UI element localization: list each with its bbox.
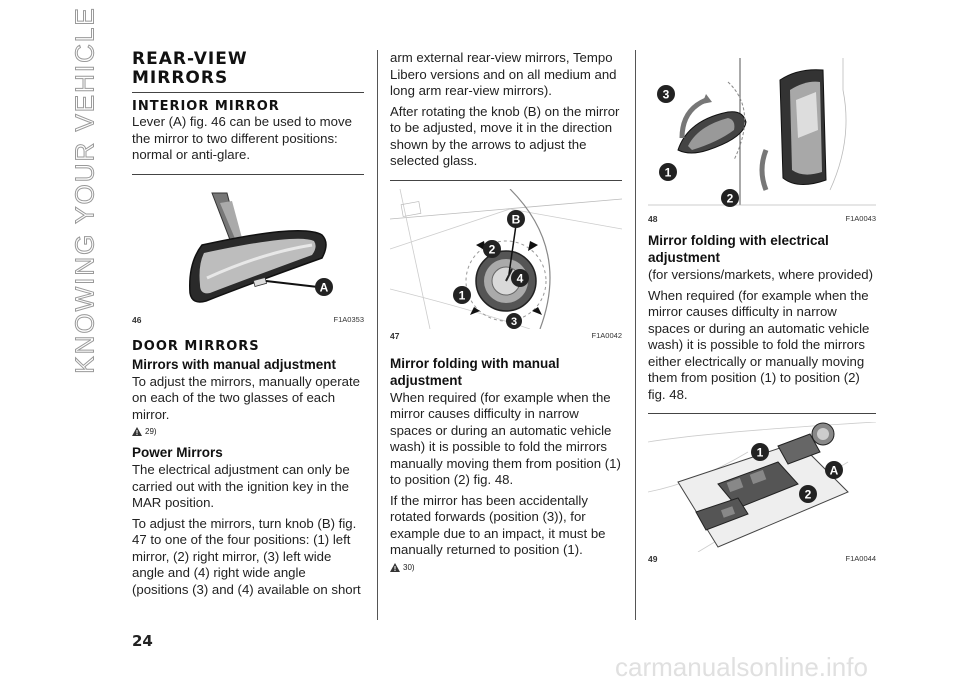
folding-mirror-illustration bbox=[648, 50, 876, 212]
door-mirrors-heading: DOOR MIRRORS bbox=[132, 338, 260, 354]
fig49-label-a: A bbox=[829, 463, 839, 478]
column-divider bbox=[377, 50, 378, 620]
fig48-code: F1A0043 bbox=[845, 214, 876, 223]
interior-mirror-illustration bbox=[132, 183, 364, 313]
electrical-folding-text: When required (for example when the mirror causes difficulty in narrow spaces or during an automatic vehicle wash) it is possible to fold the mirrors either electrically or manually moving them from position (1) to position (2) fig. 48. bbox=[648, 287, 870, 402]
column-3 bbox=[648, 50, 876, 564]
electrical-folding-versions: (for versions/markets, where provided) bbox=[648, 267, 873, 282]
figure-48 bbox=[648, 50, 876, 224]
manual-folding-text-1: When required (for example when the mirror causes difficulty in narrow spaces or during an automatic vehicle wash) it is possible to fold the mirrors manually moving them from position (1) to position (2) fig. 48. bbox=[390, 389, 621, 487]
manual-adjustment-heading: Mirrors with manual adjustment bbox=[132, 356, 337, 372]
title-rule bbox=[132, 92, 364, 93]
watermark: carmanualsonline.info bbox=[615, 652, 868, 682]
fig49-code: F1A0044 bbox=[845, 554, 876, 563]
power-mirrors-heading: Power Mirrors bbox=[132, 445, 223, 460]
fig49-label-2: 2 bbox=[804, 487, 812, 502]
switch-panel-illustration bbox=[648, 422, 876, 552]
fig48-label-2: 2 bbox=[726, 191, 734, 206]
fig47-label-3: 3 bbox=[510, 315, 518, 328]
page-number: 24 bbox=[132, 632, 153, 650]
manual-adjustment-text: To adjust the mirrors, manually operate on each of the two glasses of each mirror. bbox=[132, 373, 360, 422]
fig48-label-1: 1 bbox=[664, 165, 672, 180]
knob-adjust-text: After rotating the knob (B) on the mirror to be adjusted, move it in the direction shown by the arrows to adjust the selected glass. bbox=[390, 103, 620, 168]
interior-mirror-heading: INTERIOR MIRROR bbox=[132, 99, 280, 114]
section-side-tab bbox=[62, 6, 108, 374]
title-line-1: REAR-VIEW bbox=[132, 49, 248, 69]
warning-ref: 30) bbox=[403, 562, 415, 572]
column-1 bbox=[132, 50, 364, 602]
title-line-2: MIRRORS bbox=[132, 68, 229, 88]
fig46-number: 46 bbox=[132, 314, 142, 325]
manual-folding-text-2: If the mirror has been accidentally rotated forwards (position (3)), for example due to an impact, it must be manually returned to position (1). bbox=[390, 492, 606, 557]
fig49-number: 49 bbox=[648, 554, 658, 564]
fig49-label-1: 1 bbox=[756, 445, 764, 460]
warning-ref: 29) bbox=[145, 427, 157, 436]
fig47-number: 47 bbox=[390, 330, 400, 341]
figure-rule bbox=[648, 413, 876, 414]
power-mirrors-text-1: The electrical adjustment can only be carried out with the ignition key in the MAR position. bbox=[132, 462, 350, 510]
fig47-code: F1A0042 bbox=[591, 330, 622, 340]
continued-text: arm external rear-view mirrors, Tempo Libero versions and on all medium and long arm rear-view mirrors). bbox=[390, 50, 617, 98]
figure-rule bbox=[132, 174, 364, 175]
interior-mirror-text: Lever (A) fig. 46 can be used to move the mirror to two different positions: normal or anti-glare. bbox=[132, 114, 352, 162]
column-divider bbox=[635, 50, 636, 620]
knob-illustration bbox=[390, 189, 622, 329]
fig46-label-a: A bbox=[319, 280, 329, 294]
fig47-label-b: B bbox=[511, 212, 521, 226]
warning-note bbox=[132, 427, 364, 436]
warning-note bbox=[390, 563, 622, 572]
fig47-label-4: 4 bbox=[516, 271, 524, 285]
fig47-label-1: 1 bbox=[458, 288, 466, 302]
page-title bbox=[132, 50, 364, 88]
electrical-folding-heading: Mirror folding with electrical adjustment bbox=[648, 233, 829, 265]
fig47-label-2: 2 bbox=[488, 242, 496, 256]
power-mirrors-text-2: To adjust the mirrors, turn knob (B) fig. 47 to one of the four positions: (1) left mirror, (2) right mirror, (3) left wide angle and (4) right wide angle (positions (3) and (4) available on short bbox=[132, 515, 361, 597]
fig48-label-3: 3 bbox=[662, 87, 670, 102]
warning-triangle-icon bbox=[390, 563, 400, 572]
figure-49 bbox=[648, 422, 876, 564]
fig48-number: 48 bbox=[648, 214, 658, 224]
figure-rule bbox=[390, 180, 622, 181]
manual-folding-heading: Mirror folding with manual adjustment bbox=[390, 355, 560, 388]
warning-triangle-icon bbox=[132, 427, 142, 436]
fig46-code: F1A0353 bbox=[333, 314, 364, 324]
figure-47 bbox=[390, 189, 622, 341]
side-tab-label: KNOWING YOUR VEHICLE bbox=[69, 6, 100, 374]
column-2 bbox=[390, 50, 622, 578]
figure-46 bbox=[132, 183, 364, 325]
